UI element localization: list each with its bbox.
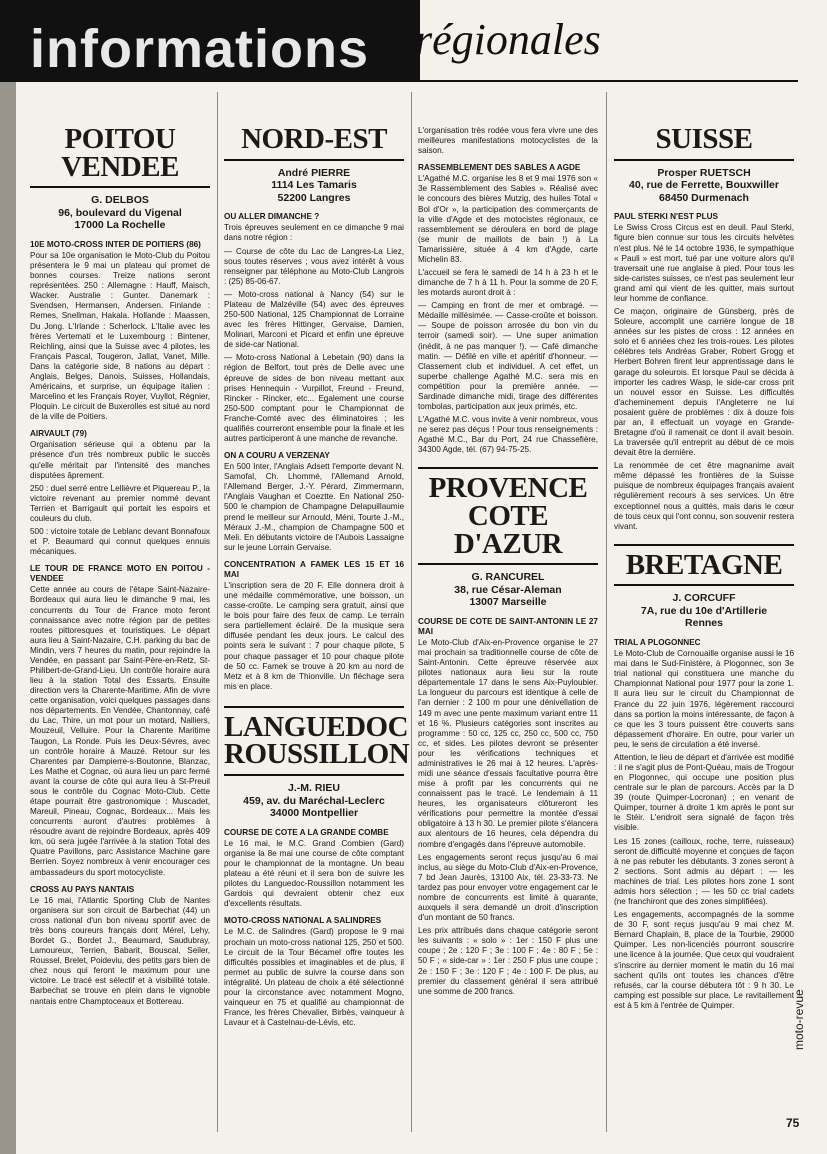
correspondent-name: André PIERRE [277, 166, 351, 179]
correspondent-address: 459, av. du Maréchal-Leclerc [243, 794, 385, 807]
article-text: — Moto-cross National à Lebetain (90) dans la région de Belfort, tout près de Delle avec une épreuve de sides de bon niveau mettant aux prises Hennequin - Vurpillot, Freund - Freund, Rincker - Rincker, etc... Egalement une course 250-500 comptant pour le Championnat de Franche-Comté avec des éliminatoires ; les qualifiés courreront ensemble pour la finale et les autres participeront à une manche de revanche. [224, 353, 404, 443]
correspondent-city: 34000 Montpellier [269, 807, 359, 820]
region-title-line: LANGUEDOC [224, 710, 409, 743]
correspondent-block [614, 167, 794, 205]
article-text: Les prix attribués dans chaque catégorie seront les suivants : « solo » : 1er : 150 F plus une coupe ; 2e : 120 F ; 3e : 100 F ; 4e : 80 F ; 5e : 50 F ; « side-car » : 1er : 250 F plus une coupe ; 2e : 150 F ; 3e : 120 F ; 4e : 100 F. De plus, au premier du classement général il sera attribué une somme de 200 francs. [418, 926, 598, 996]
article-text: L'accueil se fera le samedi de 14 h à 23 h et le dimanche de 7 h à 11 h. Pour la somme de 20 F, les motards auront droit à : [418, 268, 598, 298]
correspondent-city: 68450 Durmenach [659, 191, 749, 204]
article-text: Cette année au cours de l'étape Saint-Nazaire-Bordeaux qui aura lieu le dimanche 9 mai, les concurrents du Tour de France moto feront connaissance avec notre région par de petites routes pittoresques et touristiques. Le départ aura lieu à Saint-Nazaire, C.H. parking du bac de Mindin, vers 7 heures du matin, pour rejoindre la Vendée, en passant par Saint-Père-en-Retz, St-Philibert-de-Grand-Lieu. Un contrôle horaire aura lieu à la station Total des Essarts. Ensuite direction vers la Charente-Maritime. Afin de vivre cette organisation, voici quelques passages dans nos départements. En Vendée, Chantonnay, café du Lac, Thire, un mot pour un motard, Nalliers, Mouzeuil, Velluire. Pour la Charente Maritime Taugon, La Ronde. Puis les Deux-Sèvres, avec un contrôle horaire à Mauzé. Retour sur les Charentes par Dampierre-s-Boutonne, Blanzac, Les Mathe et Cognac, où aura lieu un parc fermé avant la course de côte qui aura lieu à St-Preuil sous le contrôle du Cognac Moto-Club. Cette étape pourrait être gastronomique : Muscadet, Mareuil, Pineau, Cognac, Bordeaux... Mais les concurrents auront d'autres problèmes à résoudre avant de rejoindre Bordeaux, après 409 km, où sera jugée l'arrivée à la station Total des Quatre Pavillons, parc Assistance Machine gare Berrien. Soyez nombreux à venir encourager ces ambassadeurs du sport motocycliste. [30, 585, 210, 877]
correspondent-block [30, 194, 210, 232]
article-text: L'Agathé M.C. organise les 8 et 9 mai 1976 son « 3e Rassemblement des Sables ». Réalisé avec le concours des bières Mutzig, des huiles Total « Bol d'Or », la participation des commerçants de la ville d'Agde et des motocistes régionaux, ce rassemblement se déroulera en bord de plage (se munir de maillots de bain !) à La Tamarissière, située à 4 km d'Agde, carte Michelin 83. [418, 174, 598, 264]
column-suisse-bretagne [614, 123, 794, 1014]
correspondent-city: 13007 Marseille [469, 596, 547, 609]
section-heading: PAUL STERKI N'EST PLUS [614, 212, 718, 222]
article-text: Trois épreuves seulement en ce dimanche 9 mai dans notre région : [224, 223, 404, 243]
correspondent-name: G. DELBOS [91, 194, 149, 207]
correspondent-address: 40, rue de Ferrette, Bouxwiller [629, 179, 779, 192]
article-text: 500 : victoire totale de Leblanc devant Bonnafoux et P. Beaumard qui connut quelques ennuis mécaniques. [30, 526, 210, 557]
correspondent-block [224, 782, 404, 820]
article-text: Ce maçon, originaire de Günsberg, près de Soleure, accomplit une carrière longue de 18 années sur les pistes de cross : 12 années en solo et 6 années chez les trois-roues. Les pilotes célèbres tels Andréas Graber, Robert Grogg et Herbert Bohren firent leur apprentissage dans le garage du soleurois. Et lorsque Paul se décida à importer les cadres Wasp, le side-car cross prit un nouvel essor en Suisse. Les difficultés d'acheminement depuis l'Angleterre ne lui posaient guère de problèmes : dix à douze fois par an, il effectuait un voyage en Grande-Bretagne d'où il ramenait ce dont il avait besoin. La traversée qu'il entreprit au début de ce mois devait être la dernière. [614, 307, 794, 458]
correspondent-name: Prosper RUETSCH [657, 166, 751, 179]
region-title-languedoc [224, 706, 410, 776]
column-poitou [30, 123, 210, 1010]
region-title-line: POITOU [64, 123, 176, 155]
correspondent-city: 52200 Langres [277, 191, 351, 204]
region-title-line: COTE D'AZUR [453, 499, 563, 560]
article-text: — Course de côte du Lac de Langres-La Liez, sous toutes réserves ; vous avez intérêt à vous renseigner par téléphone au Moto-Club Langrois : (25) 85-06-67. [224, 246, 404, 286]
column-agde-provence [418, 126, 598, 1000]
article-text: Les 15 zones (cailloux, roche, terre, ruisseaux) seront de difficulté moyenne et conçues de façon à ne pas rebuter les débutants. 3 zones seront à 2 sections. Sont admis au départ : — les machines de trial. Les pilotes hors zone 1 sont admis hors sélection ; — les 50 cc trial cadets (ne franchiront que des zones simplifiées). [614, 836, 794, 907]
article-text: Le Swiss Cross Circus est en deuil. Paul Sterki, figure bien connue sur tous les circuits helvètes n'est plus. Né le 14 octobre 1936, le sympathique « Pauli » est mort, tué par une voiture alors qu'il traversait une rue anglaise à pied. Pour tous les side-caristes suisses, ce n'est pas seulement leur grand ami qui vient de les quitter, mais surtout leur homme de confiance. [614, 223, 794, 303]
article-text: Attention, le lieu de départ et d'arrivée est modifié : il ne s'agit plus de Pont-Quéau, mais de Trogour en Plogonnec, qui occupe une position plus centrale sur le plan de parcours. Accès par la D 39 (route Quimper-Locronan) ; en venant de Quimper, tourner à droite 1 km après le pont sur le Stéir. L'endroit sera signalé de façon très visible. [614, 752, 794, 833]
section-heading: AIRVAULT (79) [30, 429, 87, 439]
region-title-bretagne: BRETAGNE [614, 544, 794, 587]
article-text: La renommée de cet être magnanime avait même dépassé les frontières de la Suisse puisque de nombreux équipages français avaient régulièrement recours à ses services. Un être exceptionnel nous a quittés, mais dans le cœur de tous ceux qui l'ont connu, son souvenir restera vivant. [614, 461, 794, 531]
article-text: Le M.C. de Salindres (Gard) propose le 9 mai prochain un moto-cross national 125, 250 et 500. Le circuit de la Tour Bécamel offre toutes les difficultés possibles et imaginables et de plus, il permet au public de suivre la course dans son intégralité. Un plateau de choix a été sélectionné pour la circonstance avec notamment Mogno, vainqueur en 75 et qualifié au championnat de France, les frères Chevalier, Birbès, vainqueur à Lavaur et à Castelnau-de-Lévis, etc. [224, 927, 404, 1028]
article-text: — Camping en front de mer et ombragé. — Médaille millésimée. — Casse-croûte et boisson. — Soupe de poisson arrosée du bon vin du terroir (samedi soir). — Une super animation (inédit, à ne pas manquer !). — Café dimanche matin. — Défilé en ville et apéritif d'honneur. — Classement club et individuel. A cet effet, un superbe challenge Agathé M.C. sera mis en compétition pour la première année. — Sardinade dimanche midi, tirage des différentes tombolas, participation aux jeux primés, etc. [418, 301, 598, 412]
article-text: Le 16 mai, le M.C. Grand Combien (Gard) organise la 8e mai une course de côte comptant pour le championnat de la montagne. Un beau plateau a été réuni et il sera bon de suivre les pilotes du Languedoc-Roussillon notamment les Gardois qui devraient obtenir chez eux d'excellents résultats. [224, 838, 404, 909]
column-divider [606, 92, 607, 1132]
magazine-name: moto-revue [792, 989, 806, 1050]
correspondent-address: 1114 Les Tamaris [271, 179, 357, 192]
article-text: En 500 Inter, l'Anglais Adsett l'emporte devant N. Samofal, Ch. Lhommé, l'Allemand Arnold, l'Allemand Berger, J.-Y. Pérard, Zimmermann, l'Anglais Vaughan et Coeztte. En National 250-500 le champion de Champagne Delapuillaumie prend le meilleur sur Arnould, Méni, Tourte J.-M., Méraux J.-M., champion de Champagne 500 et Meli. En débutants victoire de l'Aubois Lassaigne sur le jeune Lorrain Gervaise. [224, 462, 404, 552]
correspondent-block [418, 571, 598, 609]
page-title: régionales [415, 15, 601, 64]
correspondent-block [614, 592, 794, 630]
section-heading: CROSS AU PAYS NANTAIS [30, 884, 135, 894]
region-title-provence [418, 467, 598, 565]
section-heading: 10E MOTO-CROSS INTER DE POITIERS (86) [30, 239, 201, 249]
correspondent-address: 38, rue César-Aleman [454, 583, 562, 596]
article-text: Pour sa 10e organisation le Moto-Club du Poitou présentera le 9 mai un plateau qui promet de bonnes courses. Treize nations seront représentées. 250 : Allemagne : Hauff, Maisch, Wacker. Australie : Gunter. Danemark : Svendsen, Hermansen, Andersen. Finlande : Remes, Snellman, Hakala. Hollande : Maassen, Du Jong. L'Irlande : Scherlock. L'Italie avec les frères Vertemati et le Luxembourg : Bintener, Reichling, ainsi que la Suisse avec 4 pilotes, les Français Pascal, Tougeron, Jallat, Vanet, Mille. Dans la catégorie side, 8 nations au départ : Anglais, Belges, Danois, Suisses, Hollandais, Américains, et surprise, un équipage italien : Marcelino et les Français Royer, Vuyllot, Régnier, Ploquin. Le circuit de Buxerolles est situé au nord de la ville de Poitiers. [30, 250, 210, 422]
article-text: Le Moto-Club d'Aix-en-Provence organise le 27 mai prochain sa traditionnelle course de côte de Saint-Antonin. Cette épreuve réservée aux pilotes nationaux aura lieu sur la route départementale 17 dans le sens Aix-Puyloubier. La longueur du parcours est identique à celle de l'an dernier : 2 100 m pour une dénivellation de 149 m avec une pente maximum variant entre 11 et 16 %. Plusieurs catégories sont inscrites au programme : 50 cc, 125 cc, 250 cc, 500 cc, 750 cc, et sides. Les pilotes devront se présenter pour les vérifications techniques et administratives le 26 mai à 12 heures. L'après-midi une séance d'essais facultative pourra être mise à profit par les concurrents qui ne connaissent pas le tracé. Le lendemain à 11 heures, les organisateurs clôtureront les vérifications pour permettre la montée d'essai obligatoire à 13 h 30. Le premier pilote s'élancera aux alentours de 16 heures, cela dépendra du nombre d'engagés dans l'épreuve automobile. [418, 638, 598, 849]
section-heading: ON A COURU A VERZENAY [224, 451, 330, 461]
region-title-suisse: SUISSE [614, 126, 794, 161]
region-title-nordest: NORD-EST [224, 126, 404, 161]
article-text: L'organisation très rodée vous fera vivre une des meilleures manifestations motocyclistes de la saison. [418, 126, 598, 156]
region-title-line: ROUSSILLON [224, 738, 410, 771]
section-heading: CONCENTRATION A FAMEK LES 15 ET 16 MAI [224, 559, 404, 579]
region-title-poitou [30, 123, 210, 188]
section-heading: TRIAL A PLOGONNEC [614, 638, 701, 648]
header-band [0, 0, 420, 82]
article-text: L'inscription sera de 20 F. Elle donnera droit à une médaille commémorative, une boisson, un casse-croûte. Le camping sera gratuit, ainsi que le bois pour faire des feux de camp. Le terrain sera partiellement éclairé. De la musique sera diffusée pendant les deux jours. Le calcul des points sera le suivant : 7 pour chaque pilote, 5 pour chaque passager et 10 pour chaque pilote de 50 cc. Famek se trouve à 20 km au nord de Metz et à 8 km de Thionville. Un fléchage sera mis en place. [224, 580, 404, 691]
correspondent-name: G. RANCUREL [471, 571, 545, 584]
section-heading: RASSEMBLEMENT DES SABLES A AGDE [418, 163, 581, 173]
correspondent-block [224, 167, 404, 205]
column-nordest [224, 123, 410, 1031]
region-title-line: PROVENCE [428, 472, 588, 505]
section-heading: COURSE DE COTE A LA GRANDE COMBE [224, 827, 389, 837]
section-heading: COURSE DE COTE DE SAINT-ANTONIN LE 27 MAI [418, 616, 598, 636]
section-heading: LE TOUR DE FRANCE MOTO EN POITOU - VENDEE [30, 564, 210, 584]
correspondent-city: Rennes [685, 617, 723, 630]
header-ghost-title: informations [30, 19, 370, 79]
article-text: Le 16 mai, l'Atlantic Sporting Club de Nantes organisera sur son circuit de Barbechat (44) un cross national d'un bon niveau sportif avec de très bons coureurs français dont Mérel, Lehy, Bordet G., Bordet J., Beaumard, Saudubray, Lamoureux, Terrien, Babarit, Bouscal, Seiler, Roussel, Brelet, Poideviu, des petits gars bien de chez nous qui feront le maximum pour une victoire. Le tracé est sélectif et à visibilité totale. Barbechat se trouve en plein dans le vignoble nantais entre Champtoceaux et Bottereau. [30, 895, 210, 1006]
article-text: Les engagements seront reçus jusqu'au 6 mai inclus, au siège du Moto-Club d'Aix-en-Provence, 7 bd Jean Jaurès, 13100 Aix, tél. 23-33-73. Ne tardez pas pour envoyer votre engagement car le nombre de concurrents est limité à quarante, auxquels il sera demandé un droit d'inscription d'un montant de 50 francs. [418, 852, 598, 923]
article-text: — Moto-cross national à Nancy (54) sur le Plateau de Malzéville (54) avec des épreuves 250-500 National, 125 Championnat de Lorraine avec les frères Hittinger, Gervaise, Damien, Molinari, Marconi et Picard et enfin une épreuve de side-car National. [224, 289, 404, 350]
section-heading: OU ALLER DIMANCHE ? [224, 212, 320, 222]
article-text: Organisation sérieuse qui a obtenu par la présence d'un très nombreux public le succès qu'elle méritait par l'intensité des manches disputées âprement. [30, 440, 210, 480]
article-text: 250 : duel serré entre Lellièvre et Piquereau P., la victoire revenant au premier nommé devant Terrien et Barrigault qui portait les espoirs et couleurs du club. [30, 483, 210, 523]
correspondent-name: J. CORCUFF [672, 592, 736, 605]
section-heading: MOTO-CROSS NATIONAL A SALINDRES [224, 916, 382, 926]
article-text: L'Agathé M.C. vous invite à venir nombreux, vous ne serez pas déçus ! Pour tous renseignements : Agathé M.C., Bar du Port, 24 rue Chassefière, 34300 Agde, tél. (67) 94-75-25. [418, 415, 598, 455]
page-edge [0, 82, 16, 1154]
correspondent-address: 96, boulevard du Vigenal [58, 206, 182, 219]
region-title-line: VENDEE [61, 150, 179, 183]
header-rule [420, 80, 798, 82]
article-text: Le Moto-Club de Cornouaille organise aussi le 16 mai dans le Sud-Finistère, à Plogonnec, son 3e trial national qui constituera une manche du Championnat National pour 1977 pour la zone 1. Il aura lieu sur le circuit du Championnat de France du 22 juin 1976, légèrement raccourci dans sa portion la moins intéressante, de façon à ce que les 3 tours puissent être couverts sans dépassement d'horaire. En outre, pour varier un peu, le sens de circulation a été inversé. [614, 649, 794, 749]
correspondent-address: 7A, rue du 10e d'Artillerie [640, 604, 768, 617]
column-divider [217, 92, 218, 1132]
correspondent-name: J.-M. RIEU [288, 781, 340, 794]
page-number: 75 [786, 1116, 800, 1130]
column-divider [411, 92, 412, 1132]
correspondent-city: 17000 La Rochelle [74, 219, 166, 232]
article-text: Les engagements, accompagnés de la somme de 30 F, sont reçus jusqu'au 9 mai chez M. Bernard Chaplain, 8, place de la Tourbie, 29000 Quimper. Les non-licenciés pourront souscrire une licence à la journée. Que ceux qui voudraient s'inscrire au dernier moment le matin du 16 mai sachent qu'ils ont toutes les chances d'être refusés, car la course débutera tôt : 9 h 30. Le camping est possible sur place. Le ravitaillement est à 5 km à l'entrée de Quimper. [614, 910, 794, 1010]
